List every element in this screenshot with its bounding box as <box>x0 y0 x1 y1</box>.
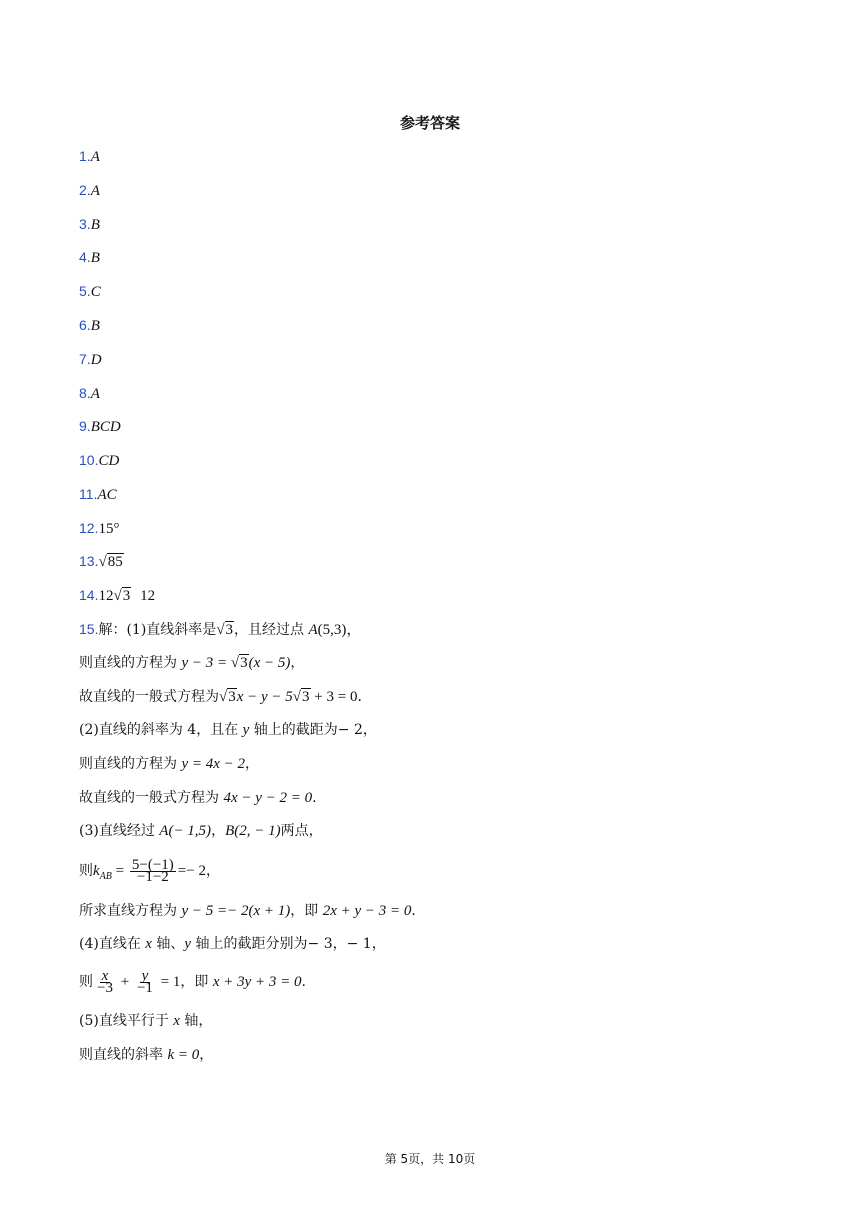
text: (3)直线经过 <box>79 823 160 839</box>
subscript: AB <box>99 871 112 882</box>
answer-7 <box>79 348 102 370</box>
sqrt-expression: √3 <box>219 689 236 705</box>
text: 解：(1)直线斜率是 <box>98 622 217 638</box>
answer-number: 6. <box>79 317 91 333</box>
math: y <box>184 936 192 952</box>
text: 则直线的斜率 <box>79 1047 168 1063</box>
answer-value: A <box>90 183 100 199</box>
answer-value-c: 12 <box>140 588 156 604</box>
answer-6 <box>79 314 100 336</box>
text: . <box>301 974 306 990</box>
answer-number: 14. <box>79 587 99 603</box>
text: ， <box>205 863 220 879</box>
text: 轴上的截距为− 2， <box>249 722 377 738</box>
math: = <box>111 863 128 879</box>
q15-line-4 <box>79 719 377 741</box>
q15-line-13 <box>79 1044 213 1066</box>
q15-line-1 <box>79 618 361 640</box>
answer-number: 4. <box>79 249 91 265</box>
sqrt-expression: √3 <box>230 655 248 671</box>
math: x − y − 5 <box>236 689 293 705</box>
answer-number: 10. <box>79 452 99 468</box>
text: 两点， <box>280 823 323 839</box>
math: y <box>242 722 250 738</box>
sqrt-expression: √3 <box>113 588 131 604</box>
math: + 3 = 0 <box>310 689 358 705</box>
math: A <box>308 622 318 638</box>
math: y − 3 = <box>181 655 231 671</box>
math: x <box>145 936 152 952</box>
math: + <box>116 974 133 990</box>
text: (2)直线的斜率为 4，且在 <box>79 722 243 738</box>
text: ， <box>290 655 305 671</box>
text: 则 <box>79 863 93 879</box>
q15-line-6 <box>79 787 317 809</box>
fraction: $\frac{y}{-1}$ <box>136 967 153 996</box>
text: 所求直线方程为 <box>79 903 182 919</box>
answer-2 <box>79 179 100 201</box>
text: 则直线的方程为 <box>79 756 182 772</box>
text: (4)直线在 <box>79 936 146 952</box>
sqrt-expression: √85 <box>98 554 123 570</box>
text: 故直线的一般式方程为 <box>79 689 219 705</box>
text: ，即 <box>290 903 323 919</box>
text: . <box>357 689 362 705</box>
q15-line-12 <box>79 1010 212 1032</box>
math: y − 5 =− 2(x + 1) <box>181 903 291 919</box>
answer-value: B <box>90 318 100 334</box>
fraction: $\frac{x}{-3}$ <box>97 967 113 996</box>
math: x <box>173 1013 180 1029</box>
answer-8 <box>79 382 100 404</box>
text: 轴上的截距分别为− 3，− 1， <box>191 936 386 952</box>
q15-line-3 <box>79 686 362 708</box>
text: 故直线的一般式方程为 <box>79 790 224 806</box>
answer-12 <box>79 517 119 539</box>
fraction: $\frac{5-(-1)}{-1-2}$ <box>131 856 174 885</box>
math: (x − 5) <box>248 655 291 671</box>
math: k <box>93 863 100 879</box>
answer-number: 8. <box>79 385 91 401</box>
answer-11 <box>79 483 117 505</box>
text: (5)直线平行于 <box>79 1013 174 1029</box>
answer-4 <box>79 246 100 268</box>
answer-value-b: 3 <box>122 588 131 604</box>
answer-number: 12. <box>79 520 99 536</box>
text: 轴、 <box>151 936 185 952</box>
page-footer: 第 5页，共 10页 <box>384 1152 476 1166</box>
math: 4x − y − 2 = 0 <box>223 790 313 806</box>
sqrt-expression: √3 <box>216 622 234 638</box>
q15-line-9 <box>79 900 416 922</box>
answer-value: C <box>90 284 101 300</box>
answer-number: 9. <box>79 418 91 434</box>
answer-10 <box>79 449 119 471</box>
text: ， <box>245 756 260 772</box>
text: . <box>312 790 317 806</box>
math: y = 4x − 2 <box>181 756 246 772</box>
q15-line-2 <box>79 652 304 674</box>
answer-value: BCD <box>90 419 121 435</box>
answer-value: 15° <box>98 521 120 537</box>
math: k = 0 <box>167 1047 200 1063</box>
sqrt-expression: √3 <box>292 689 310 705</box>
q15-line-5 <box>79 753 259 775</box>
answer-value: CD <box>98 453 120 469</box>
math: x + 3y + 3 = 0 <box>212 974 302 990</box>
answer-5 <box>79 280 101 302</box>
answer-number: 1. <box>79 148 91 164</box>
text: 轴， <box>179 1013 213 1029</box>
answer-1 <box>79 145 100 167</box>
answer-number: 15. <box>79 621 99 637</box>
answer-9 <box>79 415 121 437</box>
text: ， <box>199 1047 214 1063</box>
answer-value: B <box>90 250 100 266</box>
answer-value: A <box>90 386 100 402</box>
math: =− 2 <box>177 863 206 879</box>
text: ，且经过点 <box>234 622 309 638</box>
answer-value: AC <box>97 487 117 503</box>
answer-value: 85 <box>107 554 123 570</box>
math: 2x + y − 3 = 0 <box>322 903 412 919</box>
q15-line-11 <box>79 969 306 995</box>
text: ，即 <box>180 974 213 990</box>
page-title: 参考答案 <box>399 114 460 132</box>
answer-value: A <box>90 149 100 165</box>
answer-value: B <box>90 217 100 233</box>
answer-14 <box>79 584 155 606</box>
text: 则 <box>79 974 93 990</box>
text: 则直线的方程为 <box>79 655 182 671</box>
text: ， <box>211 823 226 839</box>
math: B(2, − 1) <box>225 823 281 839</box>
answer-number: 11. <box>79 486 98 502</box>
answer-number: 13. <box>79 553 99 569</box>
q15-line-7 <box>79 820 323 842</box>
q15-line-10 <box>79 933 386 955</box>
math: (5,3)， <box>317 622 362 638</box>
q15-line-8 <box>79 858 220 884</box>
answer-value-a: 12 <box>98 588 114 604</box>
answer-13 <box>79 550 124 572</box>
text: . <box>411 903 416 919</box>
answer-number: 2. <box>79 182 91 198</box>
answer-number: 3. <box>79 216 91 232</box>
math: A(− 1,5) <box>159 823 212 839</box>
answer-value: D <box>90 352 102 368</box>
answer-3 <box>79 213 100 235</box>
answer-number: 5. <box>79 283 91 299</box>
math: = 1 <box>156 974 181 990</box>
answer-number: 7. <box>79 351 91 367</box>
